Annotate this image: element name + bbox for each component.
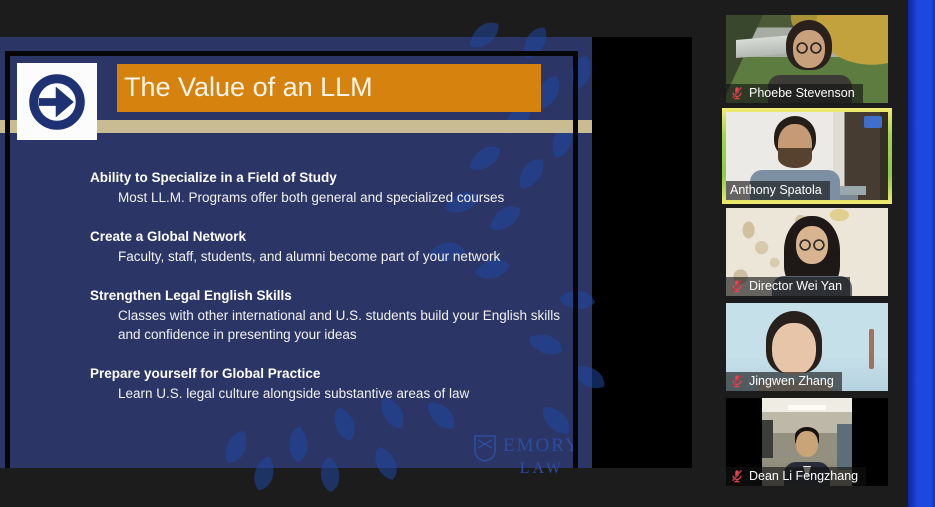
participant-name: Director Wei Yan [749,279,843,293]
shared-screen-region [0,37,692,477]
muted-mic-icon [730,469,744,483]
muted-mic-icon [730,279,744,293]
slide-title: The Value of an LLM [124,72,373,102]
participant-name-bar [726,467,866,486]
blue-side-stripe [908,0,935,507]
active-speaker-border [722,108,892,204]
participant-name: Anthony Spatola [730,183,822,197]
participant-tile[interactable] [726,112,888,200]
video-background [869,329,874,369]
participant-tile[interactable] [726,15,888,103]
section-heading: Prepare yourself for Global Practice [90,366,321,381]
slide-body [90,168,568,423]
section-heading: Ability to Specialize in a Field of Study [90,170,337,185]
slide-section [90,227,568,266]
section-line: Faculty, staff, students, and alumni become part of your network [118,249,501,264]
slide-section [90,286,568,344]
participant-name: Dean Li Fengzhang [749,469,859,483]
section-line: Most LL.M. Programs offer both general and specialized courses [118,190,505,205]
participant-name-bar [726,181,830,200]
presentation-slide [0,37,592,477]
muted-mic-icon [730,86,744,100]
section-heading: Strengthen Legal English Skills [90,288,292,303]
section-line: and confidence in presenting your ideas [118,327,357,342]
avatar [772,323,816,375]
muted-mic-icon [730,374,744,388]
participant-tile[interactable] [726,303,888,391]
video-background [864,116,882,128]
slide-section [90,168,568,207]
participant-tile[interactable] [726,398,888,486]
participant-tile[interactable] [726,208,888,296]
participant-name-bar [726,84,863,103]
section-line: Classes with other international and U.S. students build your English skills [118,308,560,323]
participant-name-bar [726,277,850,296]
participant-name-bar [726,372,842,391]
logo-text-law: LAW [519,460,564,477]
arrow-right-circle-icon [26,71,88,133]
section-heading: Create a Global Network [90,229,247,244]
logo-text-emory: EMORY [503,435,581,456]
section-line: Learn U.S. legal culture alongside substantive areas of law [118,386,470,401]
participant-name: Phoebe Stevenson [749,86,855,100]
avatar [796,431,818,457]
participant-name: Jingwen Zhang [749,374,834,388]
slide-section [90,364,568,403]
slide-corner-logo [17,63,97,140]
